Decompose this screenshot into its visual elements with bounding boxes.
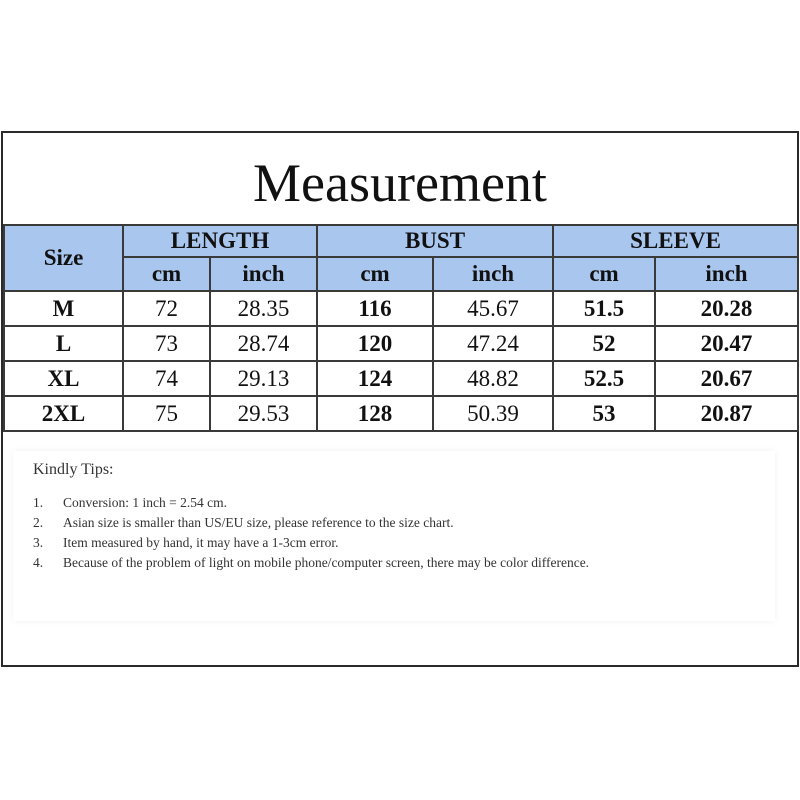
length-inch-cell: 29.13 — [210, 361, 317, 396]
size-cell: M — [4, 291, 123, 326]
sleeve-cm-cell: 53 — [553, 396, 655, 431]
tip-text: Asian size is smaller than US/EU size, please reference to the size chart. — [63, 515, 454, 530]
sleeve-cm-cell: 51.5 — [553, 291, 655, 326]
length-cm-cell: 72 — [123, 291, 210, 326]
unit-header: cm — [123, 257, 210, 291]
table-header-row-units — [4, 257, 798, 291]
bust-cm-cell: 120 — [317, 326, 433, 361]
tip-item — [33, 553, 733, 573]
bust-inch-cell: 47.24 — [433, 326, 553, 361]
tip-item — [33, 513, 733, 533]
bust-cm-cell: 128 — [317, 396, 433, 431]
tip-text: Because of the problem of light on mobile phone/computer screen, there may be color difference. — [63, 555, 590, 570]
sleeve-inch-cell: 20.28 — [655, 291, 798, 326]
table-row — [4, 291, 798, 326]
bust-group-header: BUST — [317, 225, 553, 257]
tips-heading: Kindly Tips: — [33, 461, 114, 478]
page-title: Measurement — [253, 153, 547, 213]
length-cm-cell: 73 — [123, 326, 210, 361]
unit-header: inch — [433, 257, 553, 291]
length-inch-cell: 28.35 — [210, 291, 317, 326]
tip-text: Conversion: 1 inch = 2.54 cm. — [63, 495, 227, 510]
bust-cm-cell: 124 — [317, 361, 433, 396]
length-inch-cell: 28.74 — [210, 326, 317, 361]
length-cm-cell: 75 — [123, 396, 210, 431]
sleeve-group-header: SLEEVE — [553, 225, 798, 257]
size-column-header: Size — [4, 225, 123, 291]
tip-number: 4. — [33, 555, 44, 570]
tip-number: 3. — [33, 535, 44, 550]
sleeve-cm-cell: 52 — [553, 326, 655, 361]
size-table — [3, 224, 799, 432]
sleeve-inch-cell: 20.47 — [655, 326, 798, 361]
unit-header: inch — [655, 257, 798, 291]
unit-header: inch — [210, 257, 317, 291]
bust-inch-cell: 48.82 — [433, 361, 553, 396]
bust-inch-cell: 50.39 — [433, 396, 553, 431]
sleeve-inch-cell: 20.67 — [655, 361, 798, 396]
tip-item — [33, 533, 733, 553]
tips-list — [33, 493, 733, 573]
bust-inch-cell: 45.67 — [433, 291, 553, 326]
tip-item — [33, 493, 733, 513]
table-row — [4, 361, 798, 396]
tip-text: Item measured by hand, it may have a 1-3cm error. — [63, 535, 339, 550]
unit-header: cm — [553, 257, 655, 291]
kindly-tips-panel — [13, 451, 775, 621]
length-inch-cell: 29.53 — [210, 396, 317, 431]
size-cell: XL — [4, 361, 123, 396]
size-cell: L — [4, 326, 123, 361]
size-cell: 2XL — [4, 396, 123, 431]
sleeve-inch-cell: 20.87 — [655, 396, 798, 431]
bust-cm-cell: 116 — [317, 291, 433, 326]
length-group-header: LENGTH — [123, 225, 317, 257]
table-header-row-groups — [4, 225, 798, 257]
length-cm-cell: 74 — [123, 361, 210, 396]
table-row — [4, 396, 798, 431]
size-chart-frame — [1, 131, 799, 667]
tip-number: 1. — [33, 495, 44, 510]
sleeve-cm-cell: 52.5 — [553, 361, 655, 396]
unit-header: cm — [317, 257, 433, 291]
tip-number: 2. — [33, 515, 44, 530]
table-row — [4, 326, 798, 361]
